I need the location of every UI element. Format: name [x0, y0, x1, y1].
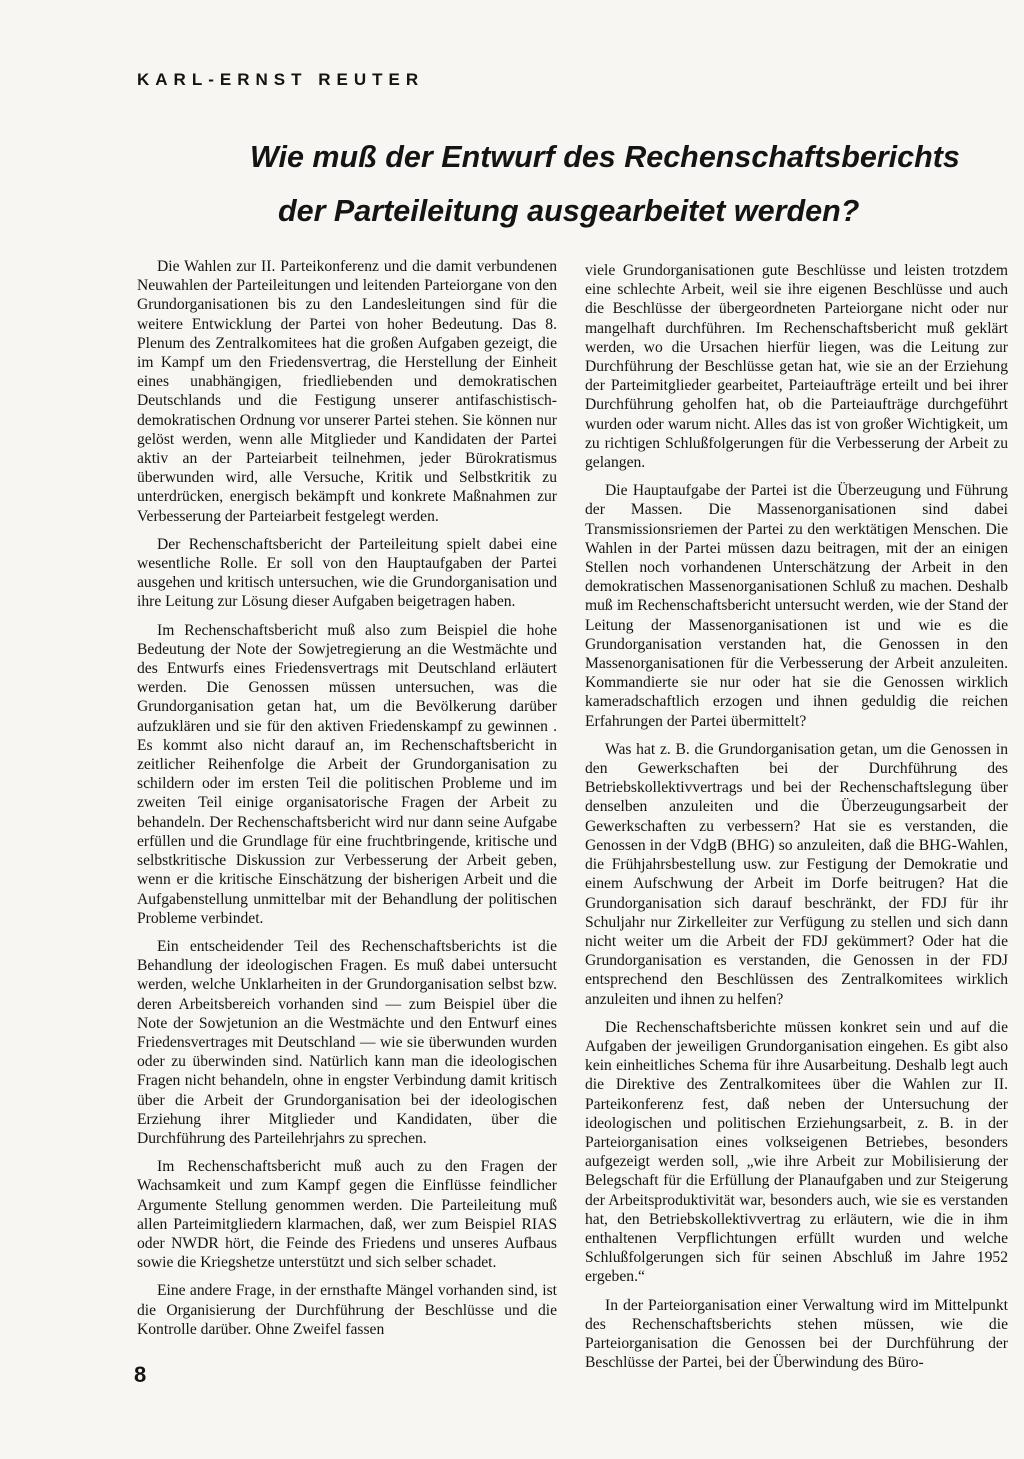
left-text-column: [137, 257, 557, 1348]
article-headline: [250, 130, 1020, 238]
paragraph: In der Parteiorganisation einer Verwaltung wird im Mittelpunkt des Rechenschaftsberichts stehen müssen, wie die Parteiorganisation die Genossen bei der Durchführung der Beschlüsse der Partei, bei der Überwindung des Büro-: [585, 1296, 1008, 1372]
author-name: KARL-ERNST REUTER: [137, 70, 425, 89]
paragraph: Eine andere Frage, in der ernsthafte Mängel vorhanden sind, ist die Organisierung der Durchführung der Beschlüsse und die Kontrolle darüber. Ohne Zweifel fassen: [137, 1282, 557, 1338]
paragraph: Die Wahlen zur II. Parteikonferenz und die damit verbundenen Neuwahlen der Parteileitungen und leitenden Parteiorgane von den Grundorganisationen bis zu den Landesleitungen sind für die weitere Entwicklung der Partei von hoher Bedeutung. Das 8. Plenum des Zentralkomitees hat die großen Aufgaben gezeigt, die im Kampf um den Friedensvertrag, die Herstellung der Einheit eines unabhängigen, friedliebenden und demokratischen Deutschlands und die Festigung unserer antifaschistisch-demokratischen Ordnung vor unserer Partei stehen. Sie können nur gelöst werden, wenn alle Mitglieder und Kandidaten der Partei aktiv an der Parteiarbeit teilnehmen, jeder Bürokratismus überwunden wird, alle Versuche, Kritik und Selbstkritik zu unterdrücken, energisch bekämpft und konkrete Maßnahmen zur Verbesserung der Parteiarbeit festgelegt werden.: [137, 258, 557, 525]
paragraph: Die Hauptaufgabe der Partei ist die Überzeugung und Führung der Massen. Die Massenorganisationen sind dabei Transmissionsriemen der Partei zu den werktätigen Menschen. Die Wahlen in der Partei müssen dazu beitragen, mit der an einigen Stellen noch vorhandenen Unterschätzung der Arbeit in den demokratischen Massenorganisationen Schluß zu machen. Deshalb muß im Rechenschaftsbericht untersucht werden, wie der Stand der Leitung der Massenorganisationen ist und wie es die Grundorganisation verstanden hat, die Genossen in den Massenorganisationen für die Verbesserung der Arbeit anzuleiten. Kommandierte sie nur oder hat sie die Genossen wirklich kameradschaftlich erzogen und ihnen geduldig die reichen Erfahrungen der Partei übermittelt?: [585, 482, 1008, 730]
page-number: 8: [134, 1362, 147, 1387]
paragraph: Der Rechenschaftsbericht der Parteileitung spielt dabei eine wesentliche Rolle. Er soll von den Hauptaufgaben der Partei ausgehen und kritisch untersuchen, wie die Grundorganisation und ihre Leitung zur Lösung dieser Aufgaben beigetragen haben.: [137, 535, 557, 611]
headline-line-2: der Parteileitung ausgearbeitet werden?: [278, 194, 860, 228]
paragraph: Im Rechenschaftsbericht muß also zum Beispiel die hohe Bedeutung der Note der Sowjetregierung an die Westmächte und des Entwurfs eines Friedensvertrags mit Deutschland erläutert werden. Die Genossen müssen untersuchen, was die Grundorganisation getan hat, um die Bevölkerung darüber aufzuklären und sie für den aktiven Friedenskampf zu gewinnen . Es kommt also nicht darauf an, im Rechenschaftsbericht in zeitlicher Reihenfolge die Arbeit der Grundorganisation zu schildern oder im ersten Teil die politischen Probleme und im zweiten Teil einige organisatorische Fragen der Arbeit zu behandeln. Der Rechenschaftsbericht wird nur dann seine Aufgabe erfüllen und die Grundlage für eine fruchtbringende, kritische und selbstkritische Diskussion zur Verbesserung der Arbeit geben, wenn er die kritische Einschätzung der bisherigen Arbeit und die Aufgabenstellung unmittelbar mit der Behandlung der politischen Probleme verbindet.: [137, 621, 557, 927]
paragraph: Ein entscheidender Teil des Rechenschaftsberichts ist die Behandlung der ideologischen Fragen. Es muß dabei untersucht werden, welche Unklarheiten in der Grundorganisation selbst bzw. deren Arbeitsbereich vorhanden sind — zum Beispiel über die Note der Sowjetunion an die Westmächte und den Entwurf eines Friedensvertrages mit Deutschland — wie sie überwunden wurden oder zu überwinden sind. Natürlich kann man die ideologischen Fragen nicht behandeln, ohne in engster Verbindung damit kritisch über die Arbeit der Grundorganisation bei der ideologischen Erziehung ihrer Mitglieder und Kandidaten, über die Durchführung des Parteilehrjahrs zu sprechen.: [137, 937, 557, 1147]
paragraph: Was hat z. B. die Grundorganisation getan, um die Genossen in den Gewerkschaften bei der Durchführung des Betriebskollektivvertrags und bei der Rechenschaftslegung über denselben anzuleiten und die Überzeugungsarbeit der Gewerkschaften zu verbessern? Hat sie es verstanden, die Genossen in der VdgB (BHG) so anzuleiten, daß die BHG-Wahlen, die Frühjahrsbestellung usw. zur Festigung der Demokratie und einem Aufschwung der Arbeit im Dorfe beitrugen? Hat die Grundorganisation sich darauf beschränkt, der FDJ für ihr Schuljahr nur Zirkelleiter zur Verfügung zu stellen und sich dann nicht weiter um die Arbeit der FDJ gekümmert? Oder hat die Grundorganisation es verstanden, die Genossen in der FDJ entsprechend den Beschlüssen des Zentralkomitees wirklich anzuleiten und ihnen zu helfen?: [585, 740, 1008, 1008]
right-text-column: [585, 261, 1008, 1381]
paragraph: Die Rechenschaftsberichte müssen konkret sein und auf die Aufgaben der jeweiligen Grundorganisation eingehen. Es gibt also kein einheitliches Schema für ihre Ausarbeitung. Deshalb legt auch die Direktive des Zentralkomitees über die Wahlen zur II. Parteikonferenz fest, daß neben der Untersuchung der ideologischen und politischen Erziehungsarbeit, z. B. in der Parteiorganisation eines volkseigenen Betriebes, besonders aufgezeigt werden soll, „wie ihre Arbeit zur Mobilisierung der Belegschaft für die Erfüllung der Planaufgaben und zur Steigerung der Arbeitsproduktivität war, besonders auch, wie sie es verstanden hat, den Betriebskollektivvertrag zu erläutern, wie die in ihm enthaltenen Verpflichtungen erfüllt wurden und welche Schlußfolgerungen sich für seinen Abschluß im Jahre 1952 ergeben.“: [585, 1018, 1008, 1286]
paragraph: Im Rechenschaftsbericht muß auch zu den Fragen der Wachsamkeit und zum Kampf gegen die Einflüsse feindlicher Argumente Stellung genommen werden. Die Parteileitung muß allen Parteimitgliedern klarmachen, daß, wer zum Beispiel RIAS oder NWDR hört, die Feinde des Friedens und unseres Aufbaus sowie die Kriegshetze unterstützt und sich selber schadet.: [137, 1158, 557, 1272]
paragraph: viele Grundorganisationen gute Beschlüsse und leisten trotzdem eine schlechte Arbeit, weil sie ihre eigenen Beschlüsse und auch die Beschlüsse der übergeordneten Parteiorgane nicht oder nur mangelhaft durchführen. Im Rechenschaftsbericht muß geklärt werden, wo die Ursachen hierfür liegen, was die Leitung zur Durchführung der Beschlüsse getan hat, wie sie an der Erziehung der Parteimitglieder gearbeitet, Parteiaufträge erteilt und bei ihrer Durchführung geholfen hat, ob die Parteiaufträge durchgeführt wurden oder warum nicht. Alles das ist von großer Wichtigkeit, um zu richtigen Schlußfolgerungen für die Verbesserung der Arbeit zu gelangen.: [585, 262, 1008, 472]
headline-line-1: Wie muß der Entwurf des Rechenschaftsberichts: [250, 140, 960, 174]
